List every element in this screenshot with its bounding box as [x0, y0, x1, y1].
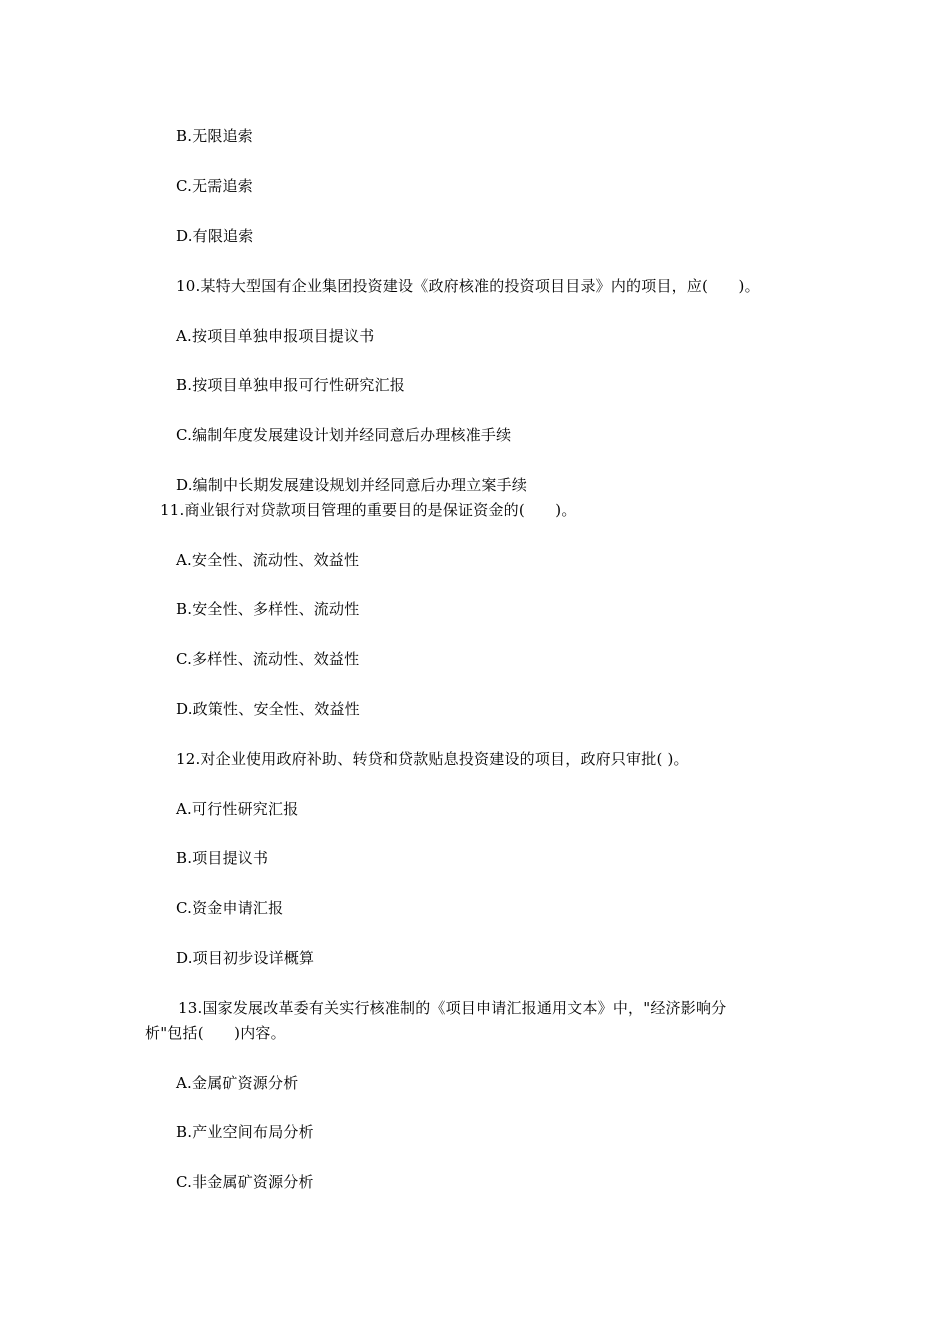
question-12: 12.对企业使用政府补助、转贷和贷款贴息投资建设的项目，政府只审批( )。 [176, 750, 689, 768]
option-b-q13: B.产业空间布局分析 [176, 1123, 314, 1141]
question-13-line-2: 析"包括( )内容。 [145, 1024, 286, 1042]
option-c-q9: C.无需追索 [176, 177, 253, 195]
question-11: 11.商业银行对贷款项目管理的重要目的是保证资金的( )。 [160, 501, 577, 519]
option-d-q12: D.项目初步设详概算 [176, 949, 315, 967]
option-d-q9: D.有限追索 [176, 227, 254, 245]
option-b-q9: B.无限追索 [176, 127, 253, 145]
option-c-q11: C.多样性、流动性、效益性 [176, 650, 360, 668]
option-c-q10: C.编制年度发展建设计划并经同意后办理核准手续 [176, 426, 512, 444]
option-a-q11: A.安全性、流动性、效益性 [176, 551, 360, 569]
option-c-q12: C.资金申请汇报 [176, 899, 284, 917]
option-c-q13: C.非金属矿资源分析 [176, 1173, 314, 1191]
option-a-q10: A.按项目单独申报项目提议书 [176, 327, 375, 345]
option-a-q12: A.可行性研究汇报 [176, 800, 299, 818]
option-a-q13: A.金属矿资源分析 [176, 1074, 299, 1092]
question-10: 10.某特大型国有企业集团投资建设《政府核准的投资项目目录》内的项目，应( )。 [176, 277, 760, 295]
question-13-line-1: 13.国家发展改革委有关实行核准制的《项目申请汇报通用文本》中，"经济影响分 [178, 999, 727, 1017]
option-d-q10: D.编制中长期发展建设规划并经同意后办理立案手续 [176, 476, 528, 494]
option-b-q11: B.安全性、多样性、流动性 [176, 600, 360, 618]
option-b-q12: B.项目提议书 [176, 849, 269, 867]
option-b-q10: B.按项目单独申报可行性研究汇报 [176, 376, 405, 394]
option-d-q11: D.政策性、安全性、效益性 [176, 700, 360, 718]
